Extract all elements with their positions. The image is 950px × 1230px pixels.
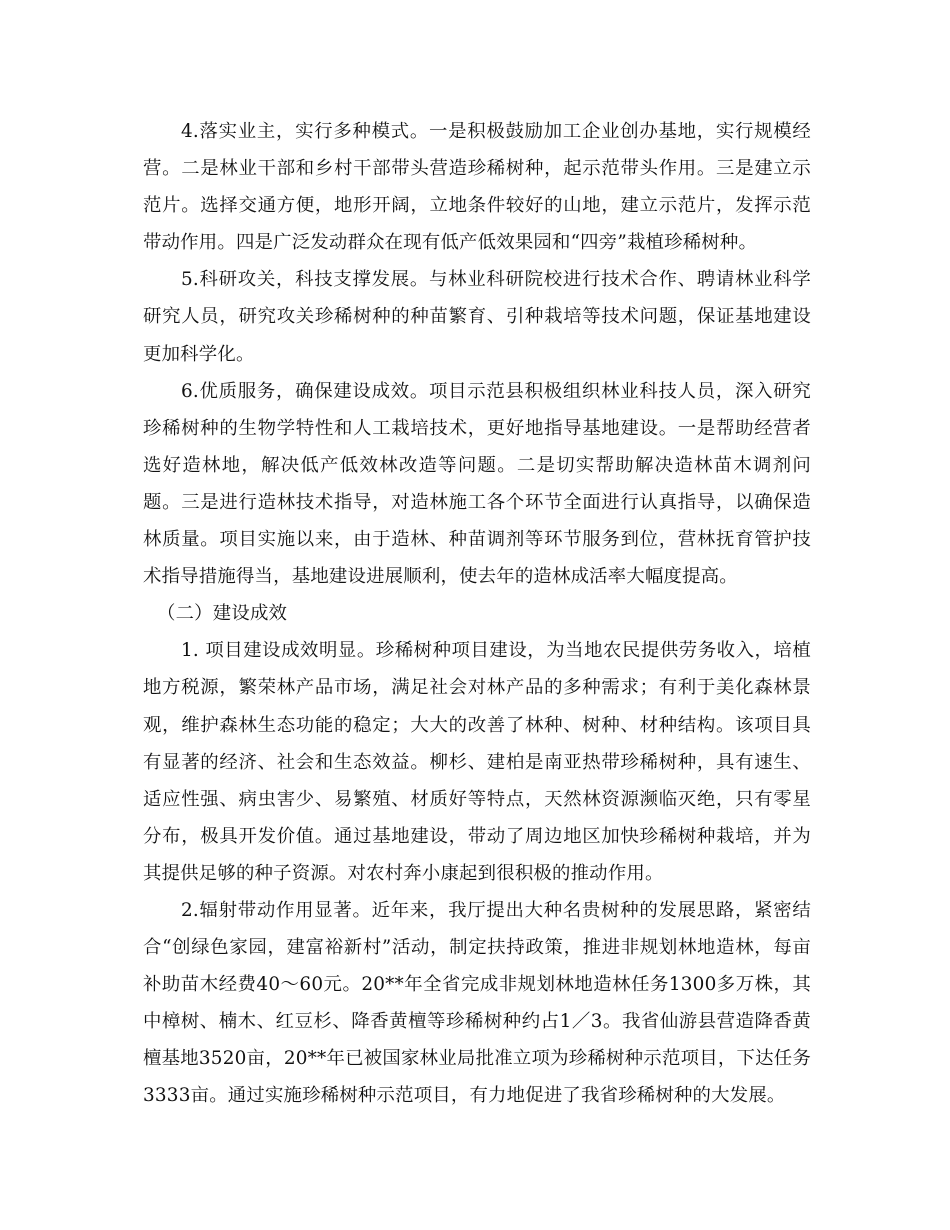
section-heading: （二）建设成效: [157, 603, 288, 625]
paragraph-2-radiating-effect: 2.辐射带动作用显著。近年来，我厅提出大种名贵树种的发展思路，紧密结合“创绿色家园，建富裕新村”活动，制定扶持政策，推进非规划林地造林，每亩补助苗木经费40～60元。20**年全省完成非规划林地造林任务1300多万株，其中樟树、楠木、红豆杉、降香黄檀等珍稀树种约占1／3。我省仙游县营造降香黄檀基地3520亩，20**年已被国家林业局批准立项为珍稀树种示范项目，下达任务3333亩。通过实施珍稀树种示范项目，有力地促进了我省珍稀树种的大发展。: [143, 899, 811, 1107]
paragraph-1-project-results: 1. 项目建设成效明显。珍稀树种项目建设，为当地农民提供劳务收入，培植地方税源，繁荣林产品市场，满足社会对林产品的多种需求；有利于美化森林景观，维护森林生态功能的稳定；大大的改善了林种、树种、材种结构。该项目具有显著的经济、社会和生态效益。柳杉、建柏是南亚热带珍稀树种，具有速生、适应性强、病虫害少、易繁殖、材质好等特点，天然林资源濒临灭绝，只有零星分布，极具开发价值。通过基地建设，带动了周边地区加快珍稀树种栽培，并为其提供足够的种子资源。对农村奔小康起到很积极的推动作用。: [143, 640, 811, 884]
paragraph-4-implement-owners: 4.落实业主，实行多种模式。一是积极鼓励加工企业创办基地，实行规模经营。二是林业干部和乡村干部带头营造珍稀树种，起示范带头作用。三是建立示范片。选择交通方便，地形开阔，立地条件较好的山地，建立示范片，发挥示范带动作用。四是广泛发动群众在现有低产低效果园和“四旁”栽植珍稀树种。: [143, 121, 811, 254]
paragraph-6-quality-service: 6.优质服务，确保建设成效。项目示范县积极组织林业科技人员，深入研究珍稀树种的生物学特性和人工栽培技术，更好地指导基地建设。一是帮助经营者选好造林地，解决低产低效林改造等问题。二是切实帮助解决造林苗木调剂问题。三是进行造林技术指导，对造林施工各个环节全面进行认真指导，以确保造林质量。项目实施以来，由于造林、种苗调剂等环节服务到位，营林抚育管护技术指导措施得当，基地建设进展顺利，使去年的造林成活率大幅度提高。: [143, 380, 811, 588]
paragraph-5-research: 5.科研攻关，科技支撑发展。与林业科研院校进行技术合作、聘请林业科学研究人员，研究攻关珍稀树种的种苗繁育、引种栽培等技术问题，保证基地建设更加科学化。: [143, 269, 811, 365]
document-body: [143, 113, 811, 1115]
